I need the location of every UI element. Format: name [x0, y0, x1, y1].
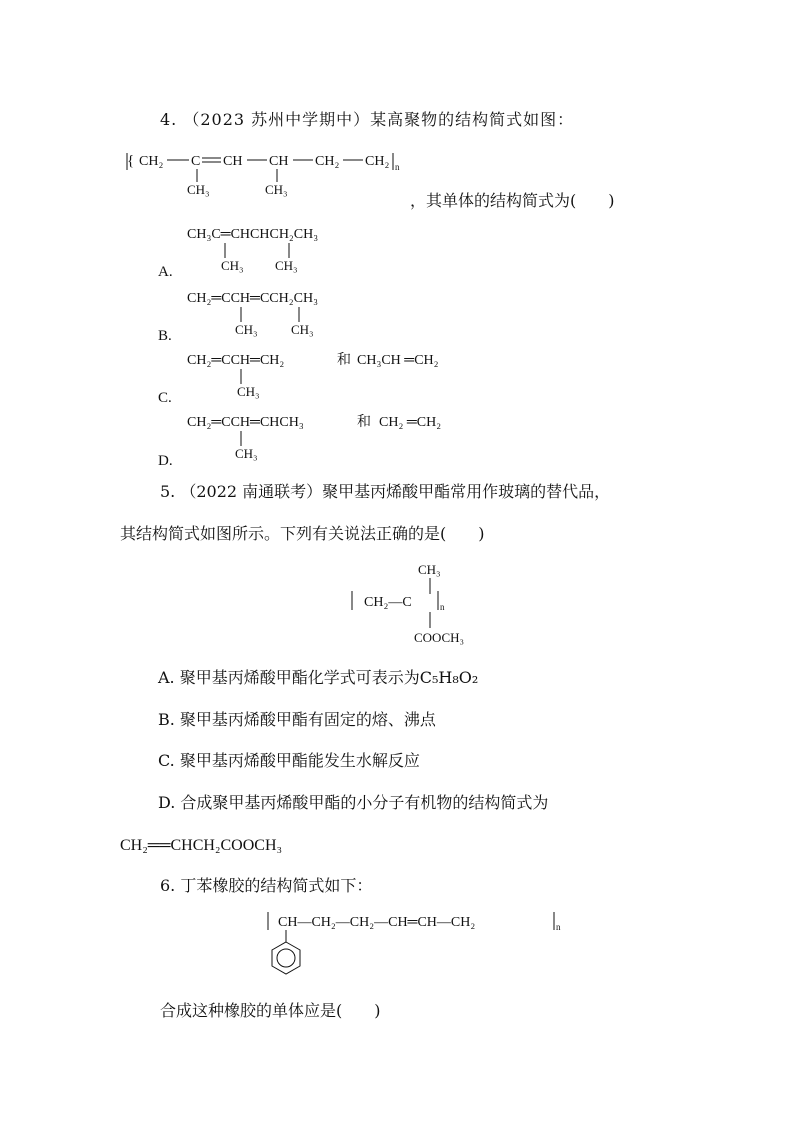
q5-bottom-group: COOCH₃ [414, 630, 465, 645]
q4-main-6: CH₂ [365, 154, 390, 169]
q4-polymer-structure [125, 148, 425, 198]
q4-main-5: CH₂ [315, 154, 340, 169]
q4-c-sub-1: CH₃ [237, 384, 260, 399]
q4-main-1: CH₂ [139, 154, 164, 169]
q4-option-b-label[interactable]: B. [158, 328, 172, 344]
q4-option-c-label[interactable]: C. [158, 390, 172, 406]
q4-d-main: CH₂═CCH═CHCH₃ [187, 415, 304, 430]
q4-main-4: CH [269, 154, 289, 169]
q4-option-d-label[interactable]: D. [158, 453, 173, 469]
q4-b-main: CH₂═CCH═CCH₂CH₃ [187, 291, 318, 306]
q6-main-chain: CH—CH₂—CH₂—CH═CH—CH₂ [278, 915, 476, 930]
q4-bracket-left: { [127, 153, 135, 169]
q4-c-and: 和 [337, 353, 351, 368]
q4-option-d-structure [185, 410, 485, 462]
q6-n: n [556, 922, 561, 932]
q5-n: n [440, 602, 445, 612]
q4-b-sub-1: CH₃ [235, 322, 258, 337]
q4-stem: 4. （2023 苏州中学期中）某高聚物的结构简式如图： [160, 110, 575, 129]
q5-top-group: CH₃ [418, 562, 441, 577]
q5-stem-line2: 其结构简式如图所示。下列有关说法正确的是( ) [120, 524, 485, 543]
q6-question: 合成这种橡胶的单体应是( ) [160, 1001, 381, 1020]
q6-polymer-structure [262, 908, 582, 980]
q6-stem: 6. 丁苯橡胶的结构简式如下： [160, 876, 373, 895]
q4-b-sub-2: CH₃ [291, 322, 314, 337]
q5-stem-line1: 5. （2022 南通联考）聚甲基丙烯酸甲酯常用作玻璃的替代品， [160, 482, 611, 501]
q5-option-a[interactable]: A. 聚甲基丙烯酸甲酯化学式可表示为C₅H₈O₂ [158, 668, 479, 687]
q5-main-chain: CH₂—C [364, 595, 412, 610]
q5-option-c[interactable]: C. 聚甲基丙烯酸甲酯能发生水解反应 [158, 751, 420, 770]
q4-c-main: CH₂═CCH═CH₂ [187, 353, 285, 368]
q4-a-sub-2: CH₃ [275, 258, 298, 273]
q4-option-b-structure [185, 286, 405, 338]
q4-d-and: 和 [357, 415, 371, 430]
q5-option-d-line2: CH₂══CHCH₂COOCH₃ [120, 837, 283, 854]
q4-option-a-label[interactable]: A. [158, 264, 173, 280]
q5-polymer-structure [350, 558, 500, 648]
q4-sub-2: CH₃ [265, 182, 288, 197]
q4-a-main: CH₃C═CHCHCH₂CH₃ [187, 227, 319, 242]
q4-a-sub-1: CH₃ [221, 258, 244, 273]
q4-main-3: CH [223, 154, 243, 169]
q4-d-second: CH₂ ═CH₂ [379, 415, 442, 430]
q4-option-c-structure [185, 348, 485, 400]
q4-sub-1: CH₃ [187, 182, 210, 197]
q4-monomer-prompt: ，其单体的结构简式为( ) [410, 191, 615, 210]
benzene-ring-icon [272, 942, 300, 974]
q4-main-2: C [191, 154, 201, 169]
q4-c-second: CH₃CH ═CH₂ [357, 353, 439, 368]
q4-d-sub-1: CH₃ [235, 446, 258, 461]
q5-option-b[interactable]: B. 聚甲基丙烯酸甲酯有固定的熔、沸点 [158, 710, 436, 729]
q5-option-d-line1[interactable]: D. 合成聚甲基丙烯酸甲酯的小分子有机物的结构简式为 [158, 793, 549, 812]
q4-option-a-structure [185, 222, 405, 274]
q4-n: n [395, 162, 400, 172]
